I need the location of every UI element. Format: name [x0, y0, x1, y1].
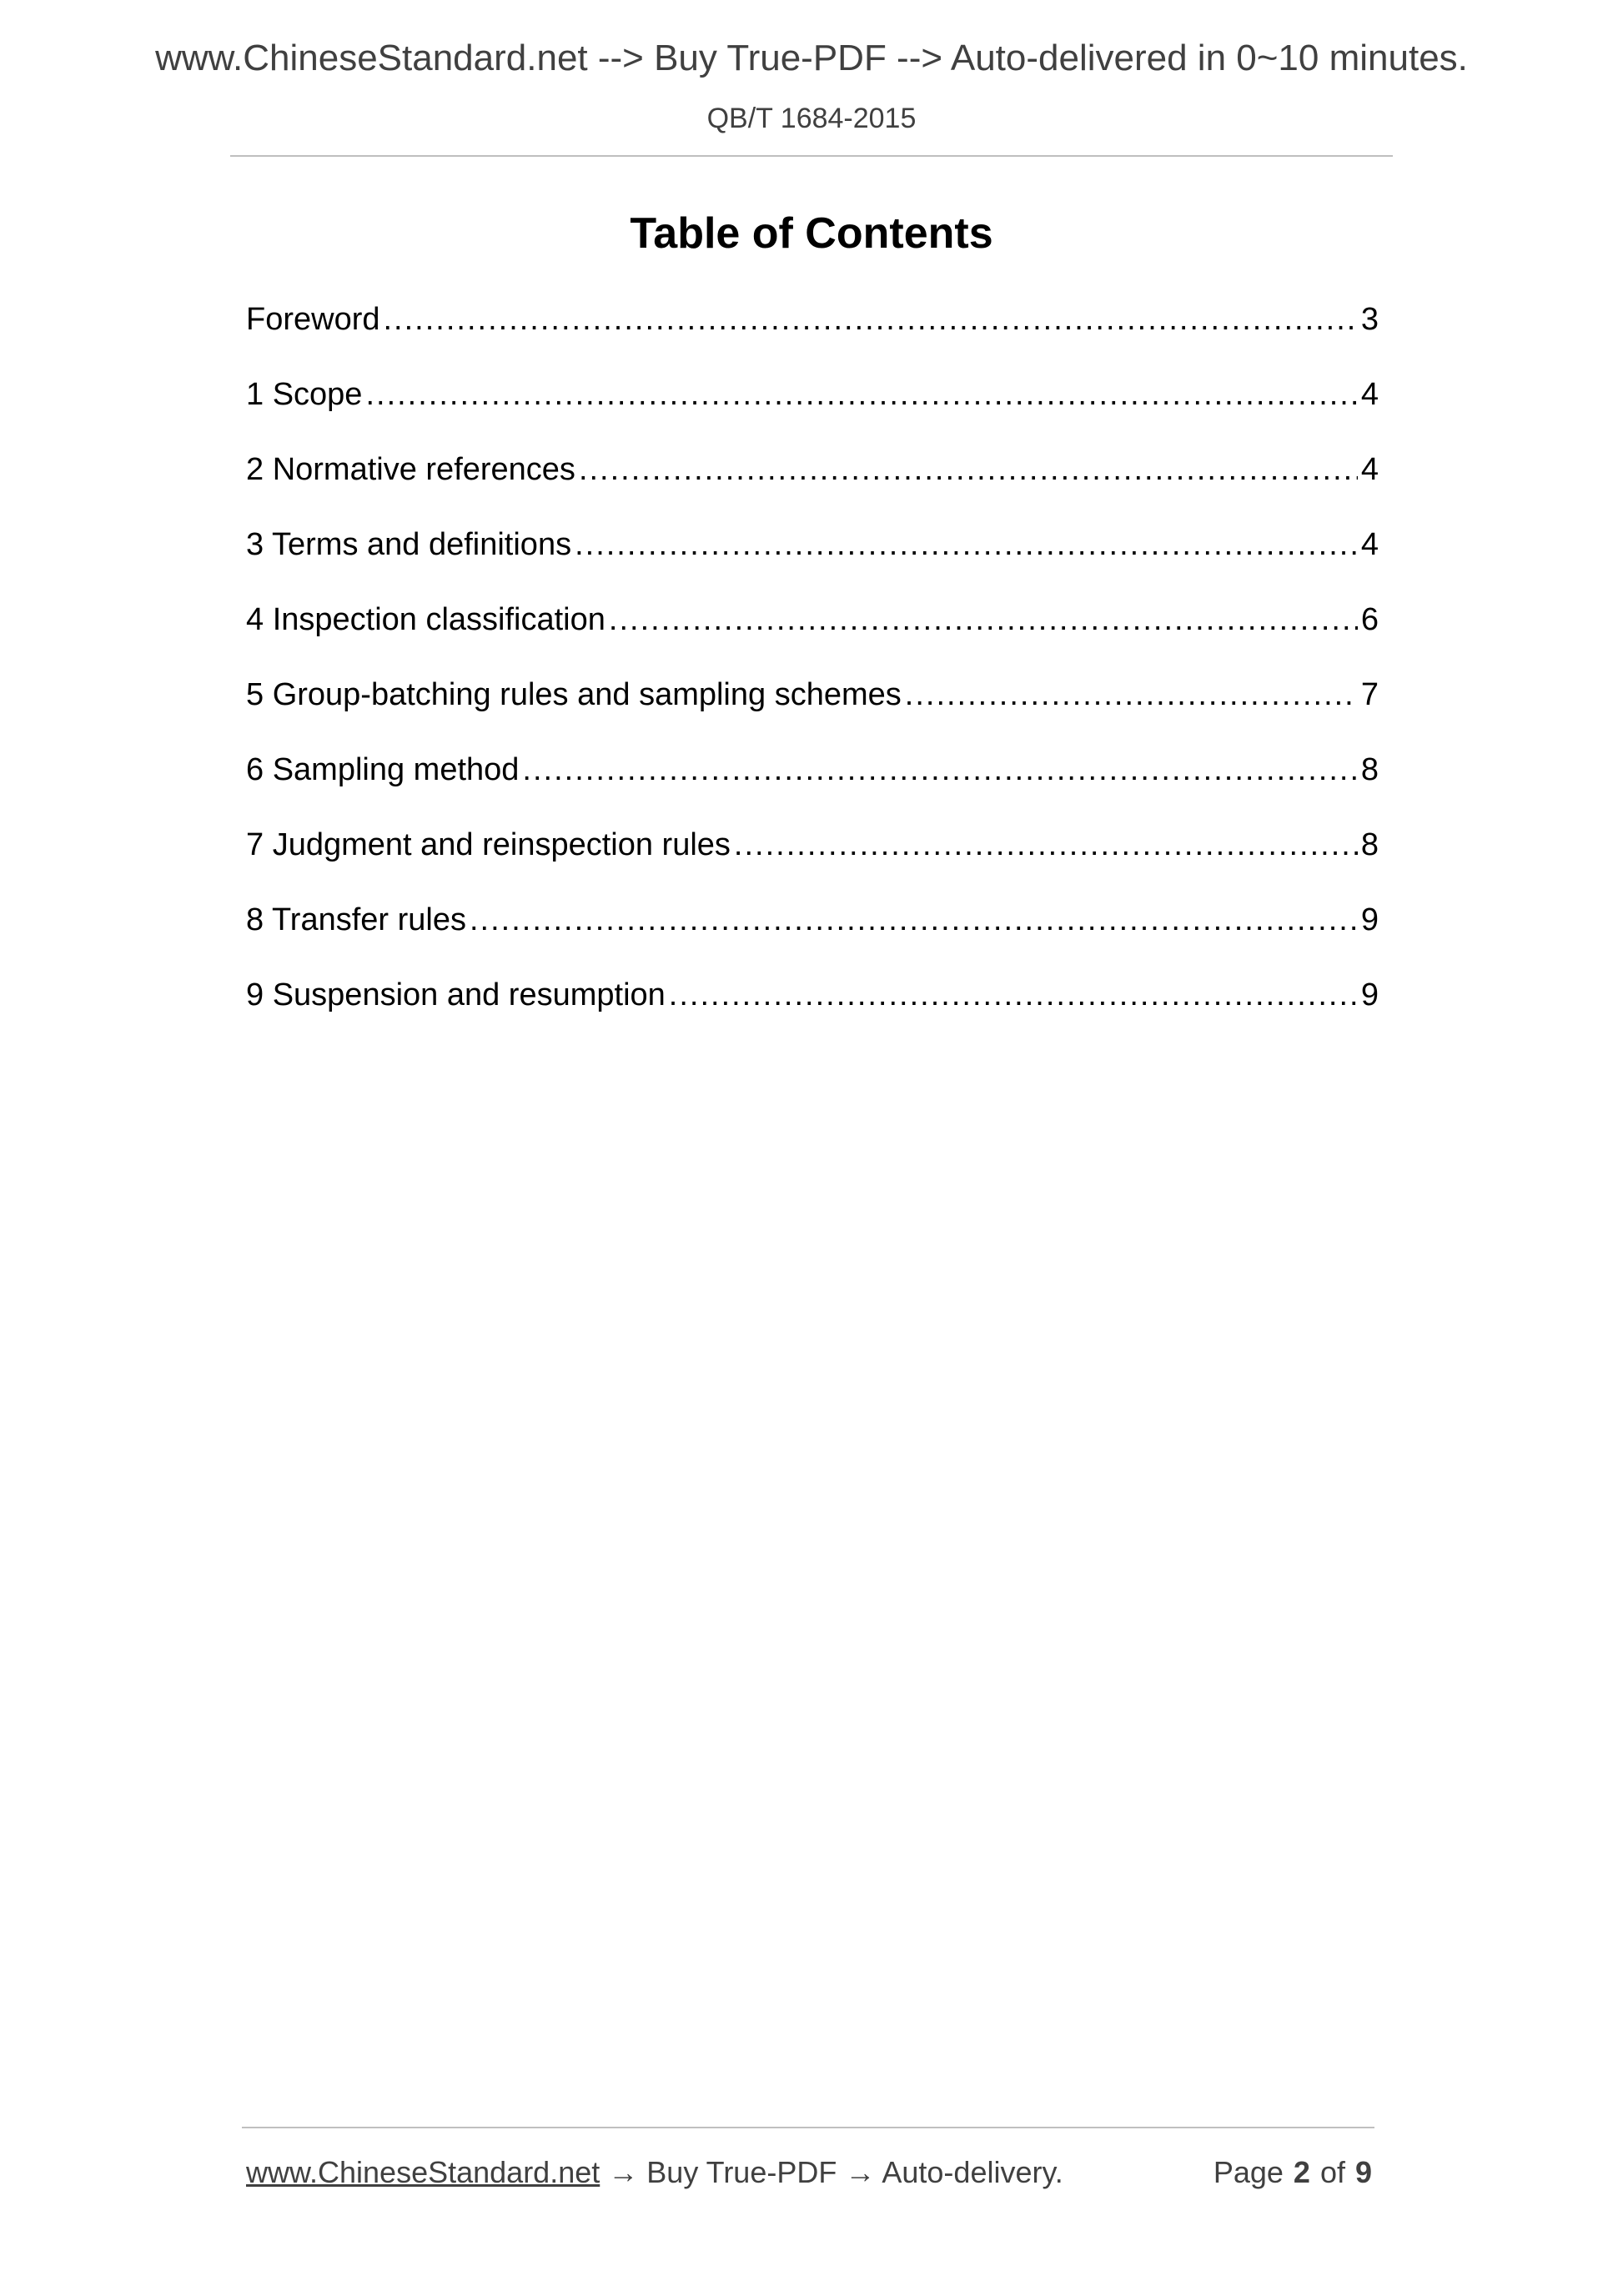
top-banner: www.ChineseStandard.net --> Buy True-PDF --> Auto-delivered in 0~10 minutes. — [155, 38, 1468, 78]
toc-entry-label: 7 Judgment and reinspection rules — [246, 827, 731, 862]
of-word: of — [1319, 2155, 1345, 2189]
toc-entry-label: 2 Normative references — [246, 452, 575, 487]
toc-dot-leader — [384, 296, 1358, 343]
toc-entry-page: 6 — [1360, 602, 1379, 637]
footer-divider — [242, 2127, 1374, 2128]
toc-dot-leader — [609, 596, 1358, 643]
toc-entry-page: 4 — [1360, 377, 1379, 412]
toc-entry-label: 9 Suspension and resumption — [246, 977, 666, 1012]
toc-entry-label: 1 Scope — [246, 377, 363, 412]
toc-entry-label: Foreword — [246, 302, 380, 337]
toc-entry-terms-and-definitions[interactable] — [246, 521, 1379, 596]
toc-entry-inspection-classification[interactable] — [246, 596, 1379, 671]
header-divider — [230, 155, 1393, 157]
toc-entry-page: 9 — [1360, 902, 1379, 937]
page-footer — [246, 2148, 1372, 2198]
right-arrow-icon: → — [845, 2155, 876, 2189]
toc-dot-leader — [522, 746, 1357, 793]
total-pages-number: 9 — [1354, 2155, 1372, 2189]
toc-entry-label: 4 Inspection classification — [246, 602, 605, 637]
toc-dot-leader — [575, 521, 1358, 568]
toc-entry-page: 9 — [1360, 977, 1379, 1012]
toc-dot-leader — [669, 972, 1358, 1018]
toc-entry-normative-references[interactable] — [246, 446, 1379, 521]
toc-entry-page: 8 — [1360, 827, 1379, 862]
page-word: Page — [1213, 2155, 1284, 2189]
page-number — [1213, 2148, 1372, 2198]
toc-dot-leader — [579, 446, 1358, 493]
toc-dot-leader — [734, 821, 1358, 868]
toc-entry-label: 5 Group-batching rules and sampling schemes — [246, 677, 902, 712]
toc-entry-transfer-rules[interactable] — [246, 897, 1379, 972]
toc-entry-page: 3 — [1360, 302, 1379, 337]
document-code: QB/T 1684-2015 — [706, 103, 917, 134]
toc-entry-scope[interactable] — [246, 371, 1379, 446]
footer-promo — [246, 2148, 1063, 2198]
footer-buy-text: Buy True-PDF — [646, 2155, 837, 2189]
current-page-number: 2 — [1293, 2155, 1310, 2189]
toc-entry-label: 6 Sampling method — [246, 752, 520, 787]
toc-entry-judgment-and-reinspection[interactable] — [246, 821, 1379, 897]
footer-site-link[interactable]: www.ChineseStandard.net — [246, 2155, 600, 2189]
toc-title: Table of Contents — [630, 209, 993, 258]
toc-entry-suspension-and-resumption[interactable] — [246, 972, 1379, 1047]
toc-dot-leader — [365, 371, 1357, 418]
toc-entry-sampling-method[interactable] — [246, 746, 1379, 821]
footer-delivery-text: Auto-delivery. — [882, 2155, 1063, 2189]
toc-entry-label: 8 Transfer rules — [246, 902, 466, 937]
toc-dot-leader — [905, 671, 1358, 718]
toc-entry-page: 4 — [1360, 527, 1379, 562]
toc-list — [246, 296, 1379, 1047]
toc-entry-group-batching-rules[interactable] — [246, 671, 1379, 746]
right-arrow-icon: → — [608, 2155, 639, 2189]
toc-entry-page: 4 — [1360, 452, 1379, 487]
toc-entry-foreword[interactable] — [246, 296, 1379, 371]
toc-dot-leader — [470, 897, 1358, 943]
toc-entry-page: 7 — [1360, 677, 1379, 712]
toc-entry-label: 3 Terms and definitions — [246, 527, 572, 562]
toc-entry-page: 8 — [1360, 752, 1379, 787]
